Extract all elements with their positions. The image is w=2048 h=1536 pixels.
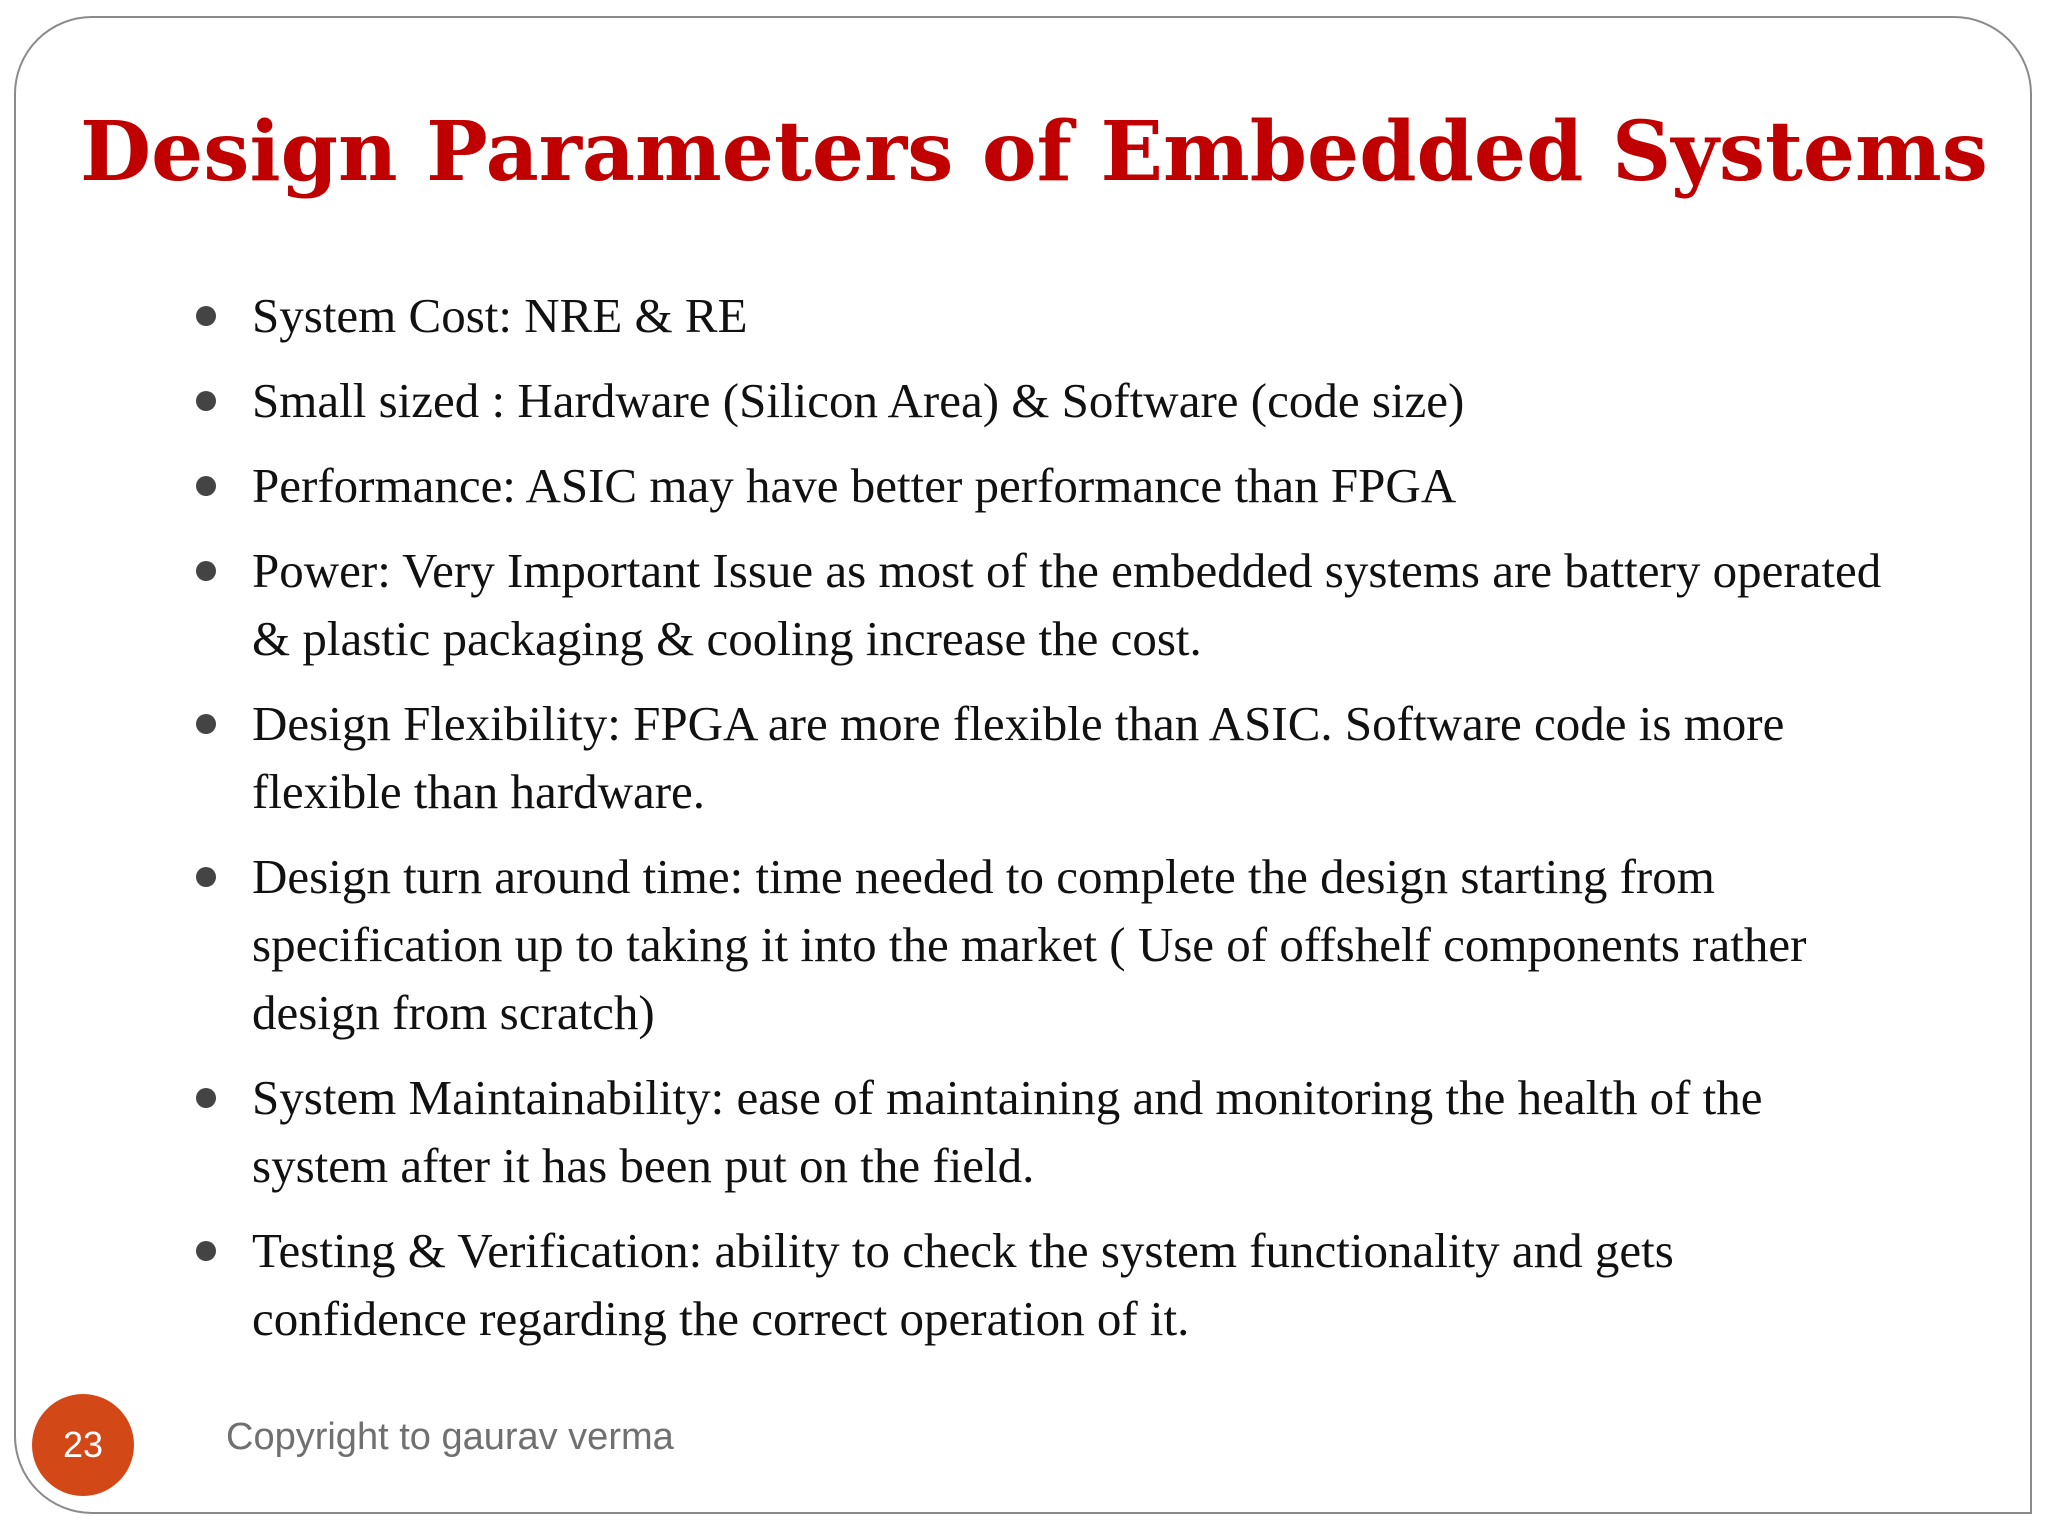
bullet-dot-icon <box>196 714 216 734</box>
bullet-text: System Cost: NRE & RE <box>252 288 748 343</box>
bullet-item <box>196 452 1896 520</box>
bullet-dot-icon <box>196 561 216 581</box>
bullet-dot-icon <box>196 1088 216 1108</box>
bullet-text: Design Flexibility: FPGA are more flexible than ASIC. Software code is more flexible than hardware. <box>252 696 1785 819</box>
bullet-item <box>196 1064 1896 1200</box>
bullet-item <box>196 367 1896 435</box>
bullet-text: Design turn around time: time needed to complete the design starting from specification up to taking it into the market ( Use of offshelf components rather design from scratch) <box>252 849 1807 1040</box>
bullet-text: Testing & Verification: ability to check the system functionality and gets confidence regarding the correct operation of it. <box>252 1223 1674 1346</box>
bullet-dot-icon <box>196 391 216 411</box>
bullet-item <box>196 282 1896 350</box>
page-number-badge: 23 <box>32 1394 134 1496</box>
bullet-text: Performance: ASIC may have better performance than FPGA <box>252 458 1457 513</box>
bullet-dot-icon <box>196 867 216 887</box>
bullet-item <box>196 690 1896 826</box>
bullet-item <box>196 1217 1896 1353</box>
bullet-text: Power: Very Important Issue as most of the embedded systems are battery operated & plastic packaging & cooling increase the cost. <box>252 543 1882 666</box>
bullet-item <box>196 537 1896 673</box>
bullet-dot-icon <box>196 1241 216 1261</box>
bullet-item <box>196 843 1896 1047</box>
bullet-dot-icon <box>196 476 216 496</box>
bullet-list <box>196 282 1896 1370</box>
footer-copyright: Copyright to gaurav verma <box>226 1416 674 1458</box>
bullet-text: System Maintainability: ease of maintaining and monitoring the health of the system after it has been put on the field. <box>252 1070 1763 1193</box>
bullet-dot-icon <box>196 306 216 326</box>
slide-title: Design Parameters of Embedded Systems <box>80 104 1988 200</box>
bullet-text: Small sized : Hardware (Silicon Area) & Software (code size) <box>252 373 1465 428</box>
